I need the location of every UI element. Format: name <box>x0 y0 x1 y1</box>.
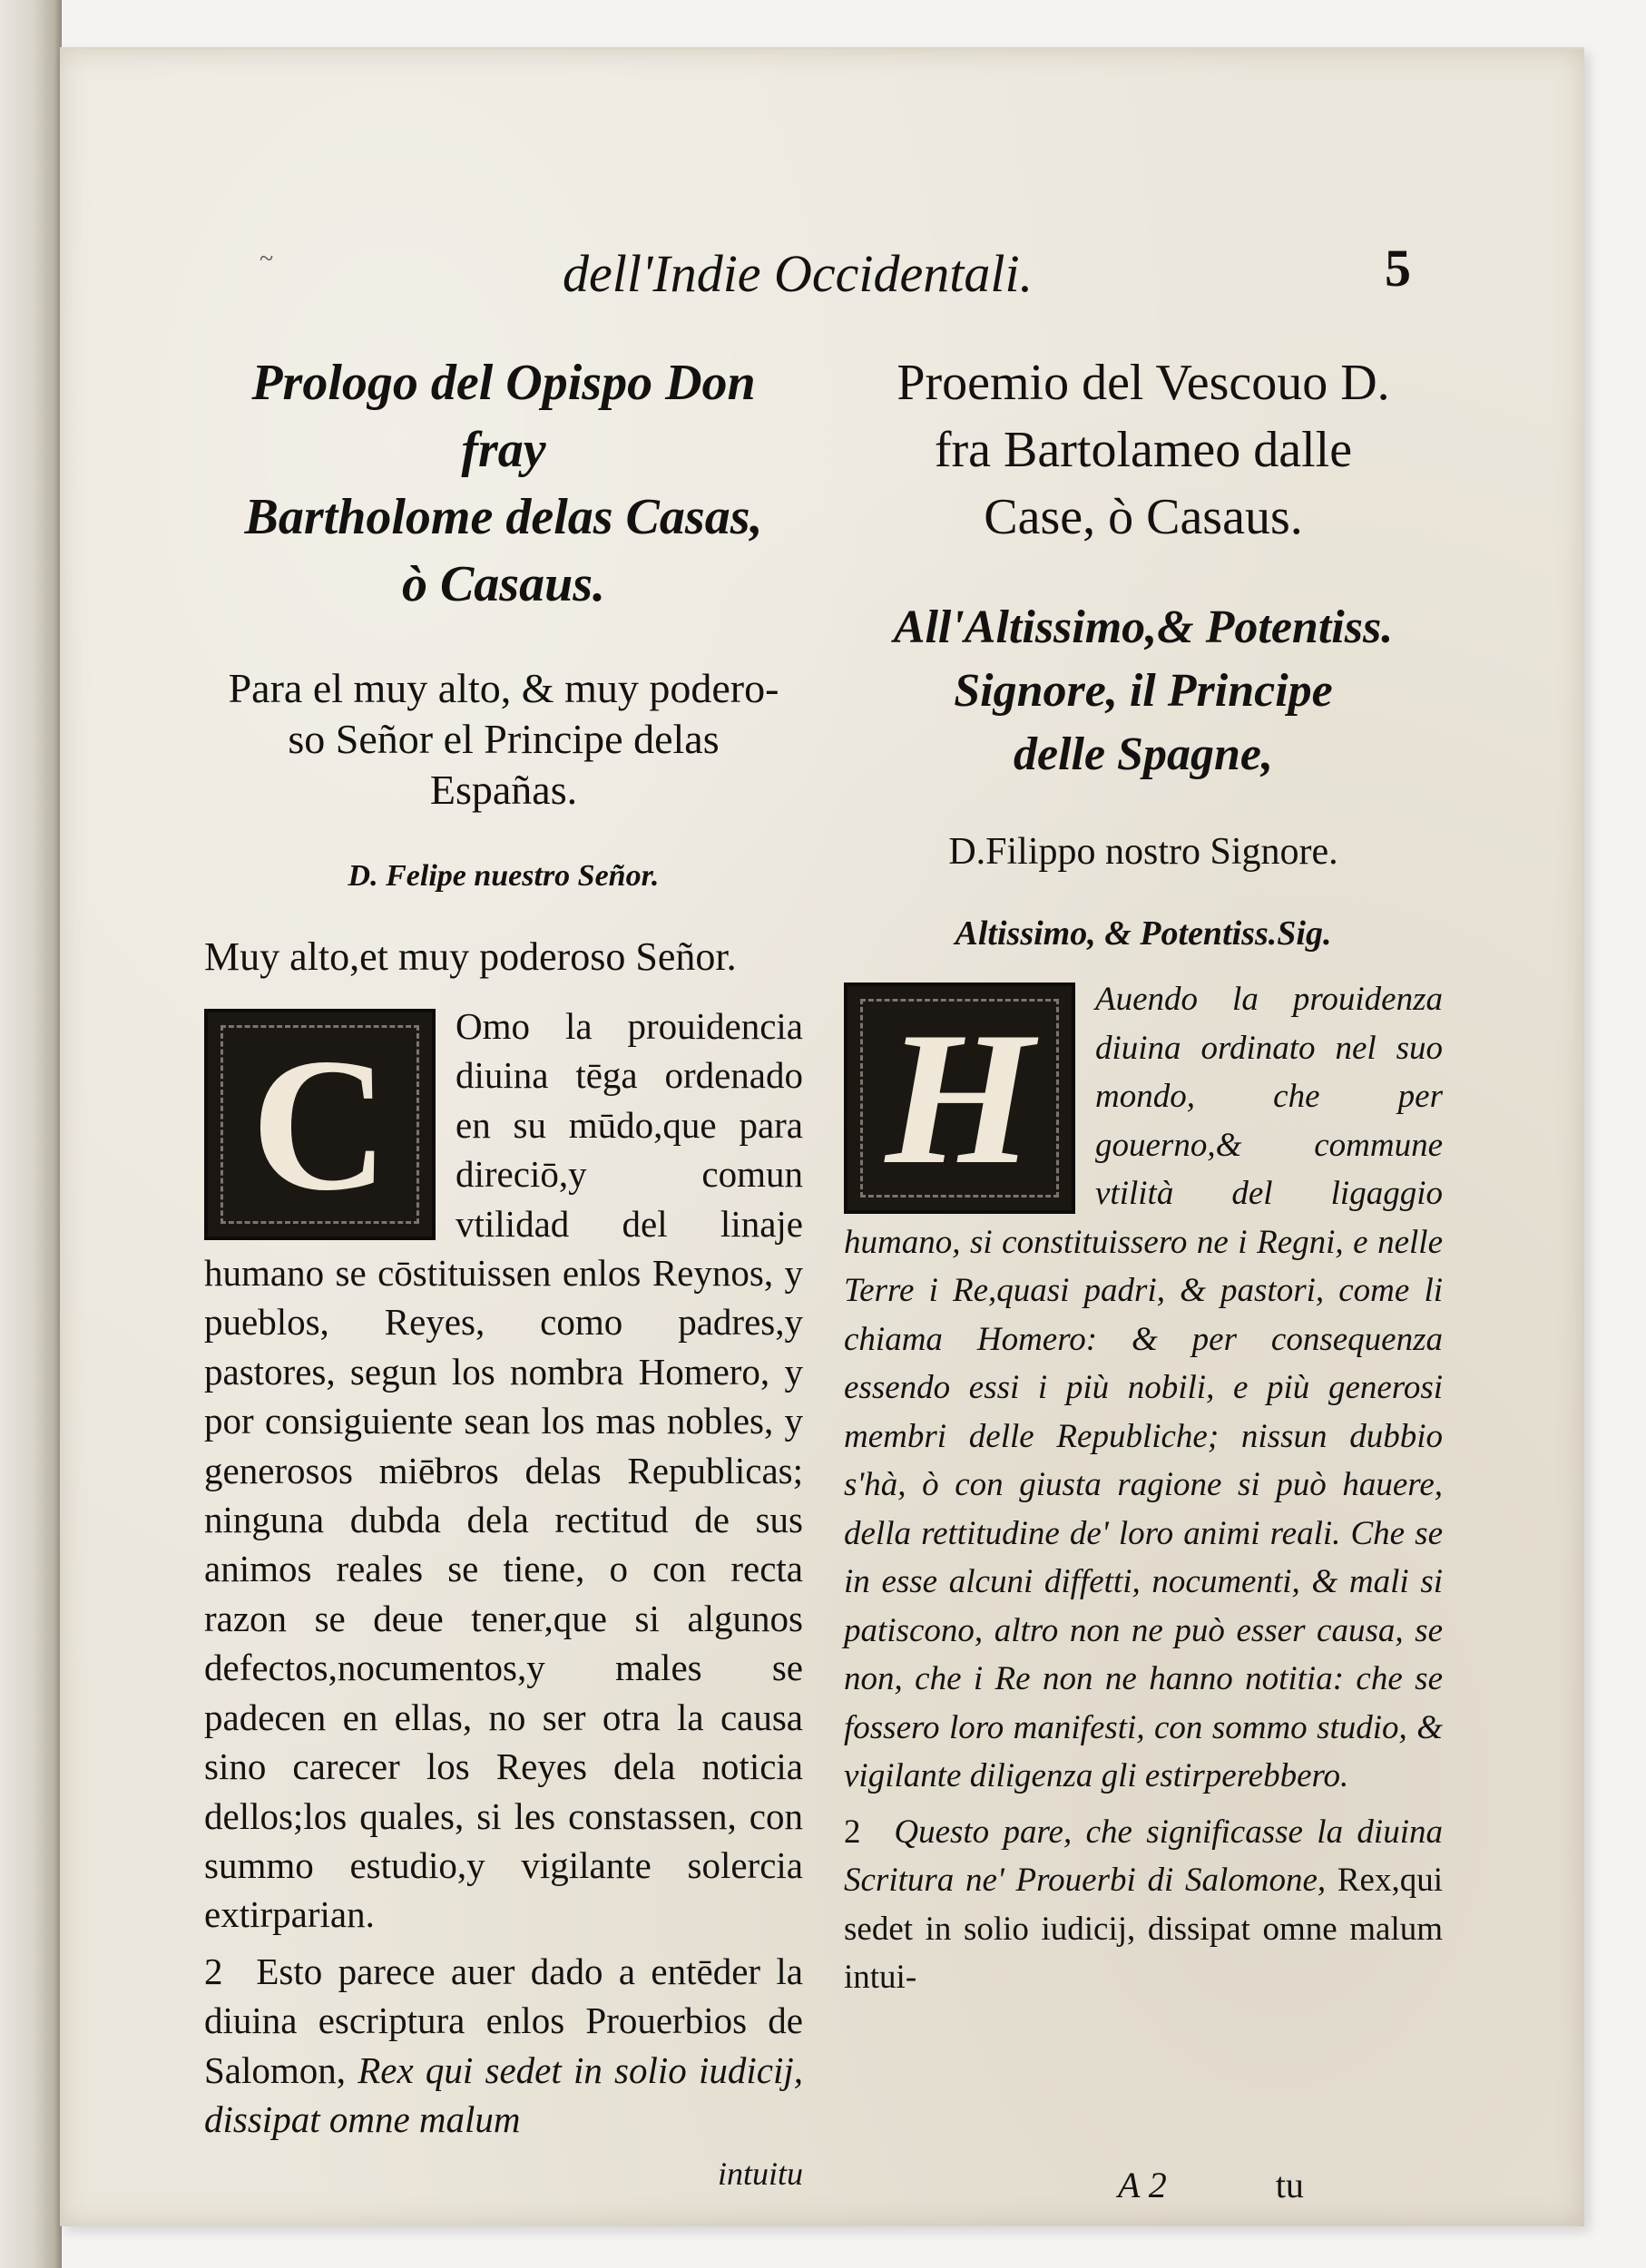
signature-line <box>1118 2164 1304 2206</box>
italian-column <box>844 349 1443 2002</box>
italian-paragraph-2: 2 Questo pare, che significasse la diuina Scritura ne' Prouerbi di Salomone, Rex,qui sedet in solio iudicij, dissipat omne malum intui- <box>844 1813 1444 1996</box>
adjacent-page-edge <box>0 0 62 2268</box>
signature-mark: A 2 <box>1118 2165 1167 2205</box>
spanish-paragraph-2: 2 Esto parece auer dado a entēder la diuina escriptura enlos Prouerbios de Salomon, Rex qui sedet in solio iudicij, dissipat omne malum <box>204 1950 804 2140</box>
italian-body <box>844 975 1443 2002</box>
ink-mark: ~ <box>260 245 274 273</box>
spanish-salutation: Muy alto,et muy poderoso Señor. <box>204 934 737 979</box>
spanish-prince-name: D. Felipe nuestro Señor. <box>348 859 660 893</box>
spanish-paragraph-1: Omo la prouidencia diuina tēga ordenado en su mūdo,que para direciō,y comun vtilidad del linaje humano se cōstituissen enlos Reynos, y pueblos, Reyes, como padres,y pastores, segun los nombra Homero, y por consiguiente sean los mas nobles, y generosos miēbros delas Republicas; ninguna dubda dela rectitud de sus animos reales se tiene, o con recta razon se deue tener,que si algunos defectos,nocumentos,y males se padecen en ellas, no ser otra la causa sino carecer los Reyes dela noticia dellos;los quales, si les constassen, con summo estudio,y vigilante solercia extirparian. <box>204 1005 803 1936</box>
decorated-initial-h: H <box>844 982 1075 1214</box>
italian-salutation: Altissimo, & Potentiss.Sig. <box>955 914 1332 953</box>
spanish-title: Prologo del Opispo Don fray Bartholome delas Casas, ò Casaus. <box>244 355 763 612</box>
spanish-catchword: intuitu <box>717 2156 803 2193</box>
italian-prince-name: D.Filippo nostro Signore. <box>948 831 1338 873</box>
running-head: dell'Indie Occidentali. <box>563 244 1034 303</box>
decorated-initial-c: C <box>204 1009 436 1240</box>
spanish-column <box>204 349 803 2199</box>
spanish-body <box>204 1002 803 2199</box>
right-catchword: tu <box>1275 2165 1304 2205</box>
italian-dedication: All'Altissimo,& Potentiss. Signore, il Principe delle Spagne, <box>893 601 1394 780</box>
page-number: 5 <box>1385 239 1411 298</box>
italian-paragraph-1: Auendo la prouidenza diuina ordinato nel suo mondo, che per gouerno,& commune vtilità del ligaggio humano, si constituissero ne i Regni, e nelle Terre i Re,quasi padri, & pastori, come li chiama Homero: & per consequenza essendo essi i più nobili, e più generosi membri delle Republiche; nissun dubbio s'hà, ò con giusta ragione si può hauere, della rettitudine de' loro animi reali. Che se in esse alcuni diffetti, nocumenti, & mali si patiscono, altro non ne può esser causa, se non, che i Re non ne hanno notitia: che se fossero loro manifesti, con sommo studio, & vigilante diligenza gli estirperebbero. <box>844 981 1443 1794</box>
italian-title: Proemio del Vescouo D. fra Bartolameo dalle Case, ò Casaus. <box>896 355 1390 545</box>
spanish-dedication: Para el muy alto, & muy podero- so Señor el Principe delas Españas. <box>228 665 779 813</box>
